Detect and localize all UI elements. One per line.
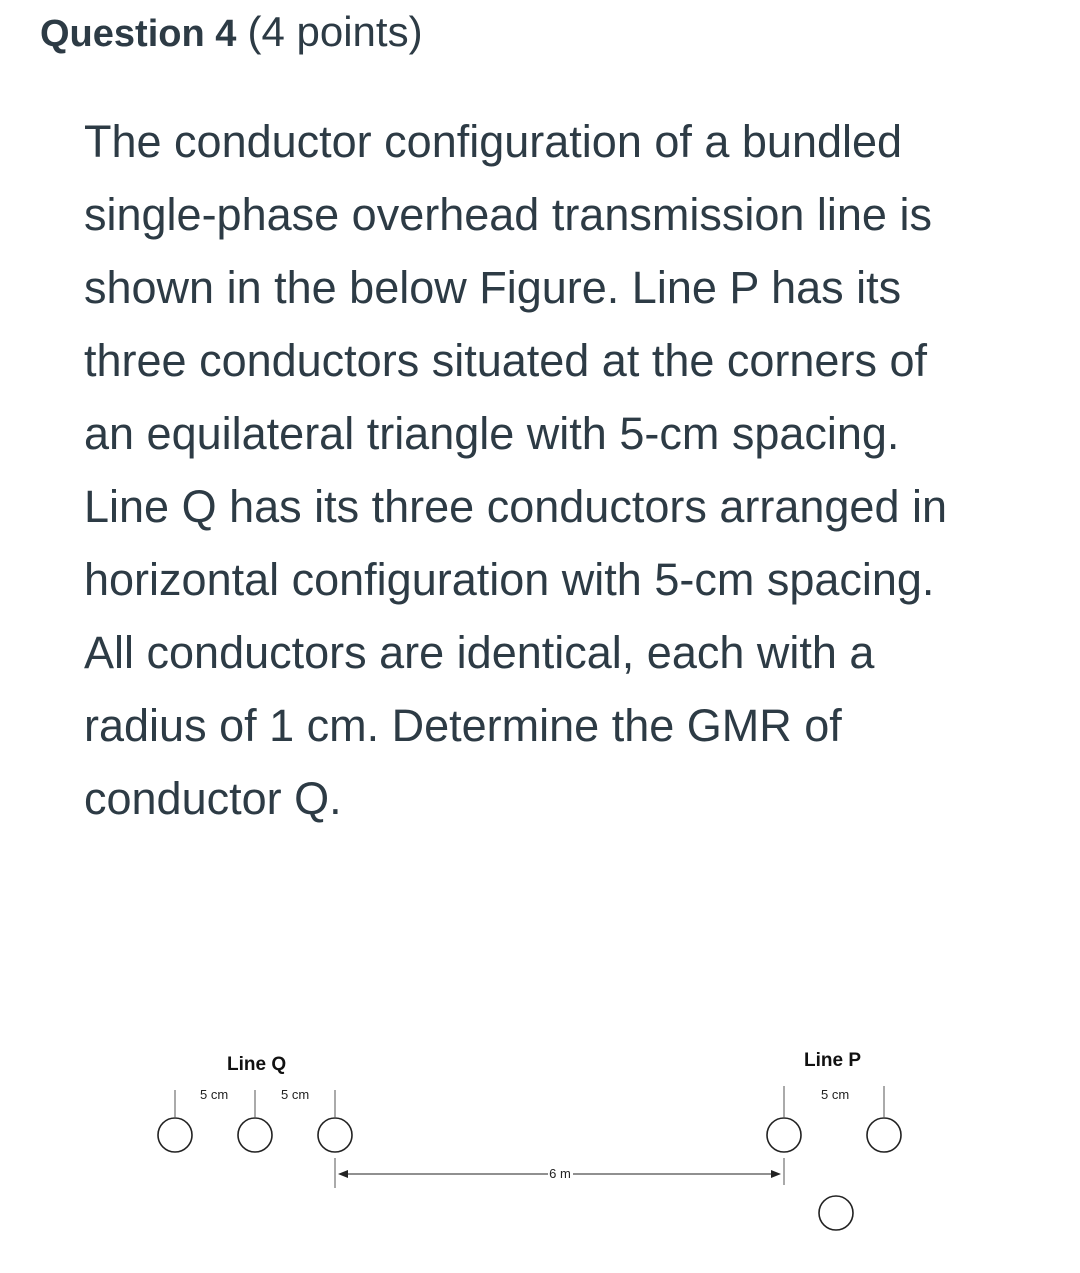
question-text-line: radius of 1 cm. Determine the GMR of [84, 700, 842, 751]
question-text-line: conductor Q. [84, 773, 342, 824]
p-conductor-1 [767, 1118, 801, 1152]
q-conductor-2 [238, 1118, 272, 1152]
q-conductor-3 [318, 1118, 352, 1152]
question-text-line: shown in the below Figure. Line P has its [84, 262, 902, 313]
line-p-label: Line P [804, 1050, 862, 1071]
line-distance-label: 6 m [549, 1166, 571, 1181]
question-text-line: horizontal configuration with 5-cm spacing. [84, 554, 935, 605]
question-header [40, 6, 423, 60]
q-conductor-1 [158, 1118, 192, 1152]
question-text-line: The conductor configuration of a bundled [84, 116, 903, 167]
question-text-line: an equilateral triangle with 5-cm spacing. [84, 408, 900, 459]
question-text-line: single-phase overhead transmission line is [84, 189, 932, 240]
question-number: Question 4 [40, 13, 237, 55]
question-text-line: All conductors are identical, each with a [84, 627, 875, 678]
p-conductor-3 [819, 1196, 853, 1230]
question-text-line: Line Q has its three conductors arranged in [84, 481, 947, 532]
question-points: (4 points) [247, 8, 423, 55]
question-text [84, 105, 1064, 835]
q-spacing-label-1: 5 cm [200, 1087, 229, 1102]
p-spacing-label: 5 cm [821, 1087, 850, 1102]
line-q-label: Line Q [227, 1054, 287, 1075]
p-conductor-2 [867, 1118, 901, 1152]
q-spacing-label-2: 5 cm [281, 1087, 310, 1102]
question-text-line: three conductors situated at the corners of [84, 335, 927, 386]
